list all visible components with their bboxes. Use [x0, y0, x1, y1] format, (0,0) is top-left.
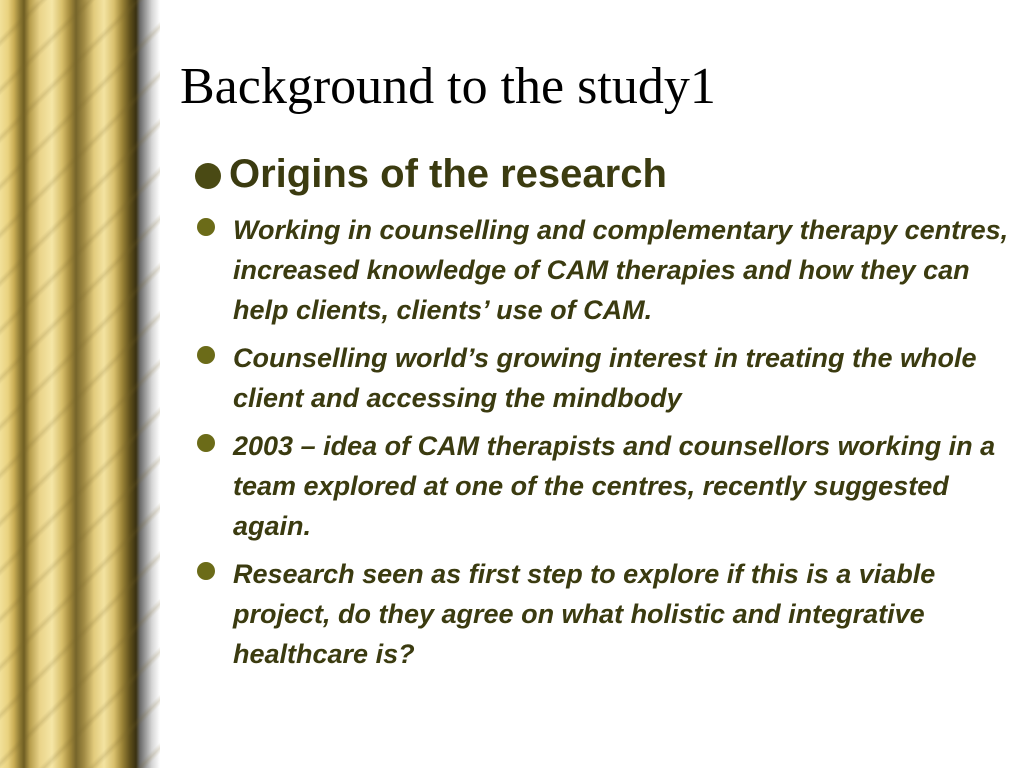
section-heading [195, 150, 1015, 198]
bullet-text: Working in counselling and complementary therapy centres, increased knowledge of CAM therapies and how they can help clients, clients’ use of CAM. [233, 215, 1009, 325]
bullet-list [195, 210, 1015, 674]
bullet-dot-icon [195, 163, 221, 189]
bullet-item [195, 426, 1015, 546]
bullet-text: Research seen as first step to explore if this is a viable project, do they agree on what holistic and integrative healthcare is? [233, 559, 936, 669]
bullet-dot-icon [197, 562, 215, 580]
bullet-text: Counselling world’s growing interest in treating the whole client and accessing the mindbody [233, 343, 977, 413]
bullet-item [195, 554, 1015, 674]
bullet-item [195, 338, 1015, 418]
section-heading-text: Origins of the research [229, 152, 667, 196]
slide-content [195, 150, 1015, 682]
bullet-item [195, 210, 1015, 330]
bullet-dot-icon [197, 218, 215, 236]
bullet-dot-icon [197, 346, 215, 364]
bullet-dot-icon [197, 434, 215, 452]
decorative-gold-band [0, 0, 160, 768]
bullet-text: 2003 – idea of CAM therapists and counsellors working in a team explored at one of the centres, recently suggested again. [233, 431, 996, 541]
slide-title: Background to the study1 [180, 58, 716, 115]
